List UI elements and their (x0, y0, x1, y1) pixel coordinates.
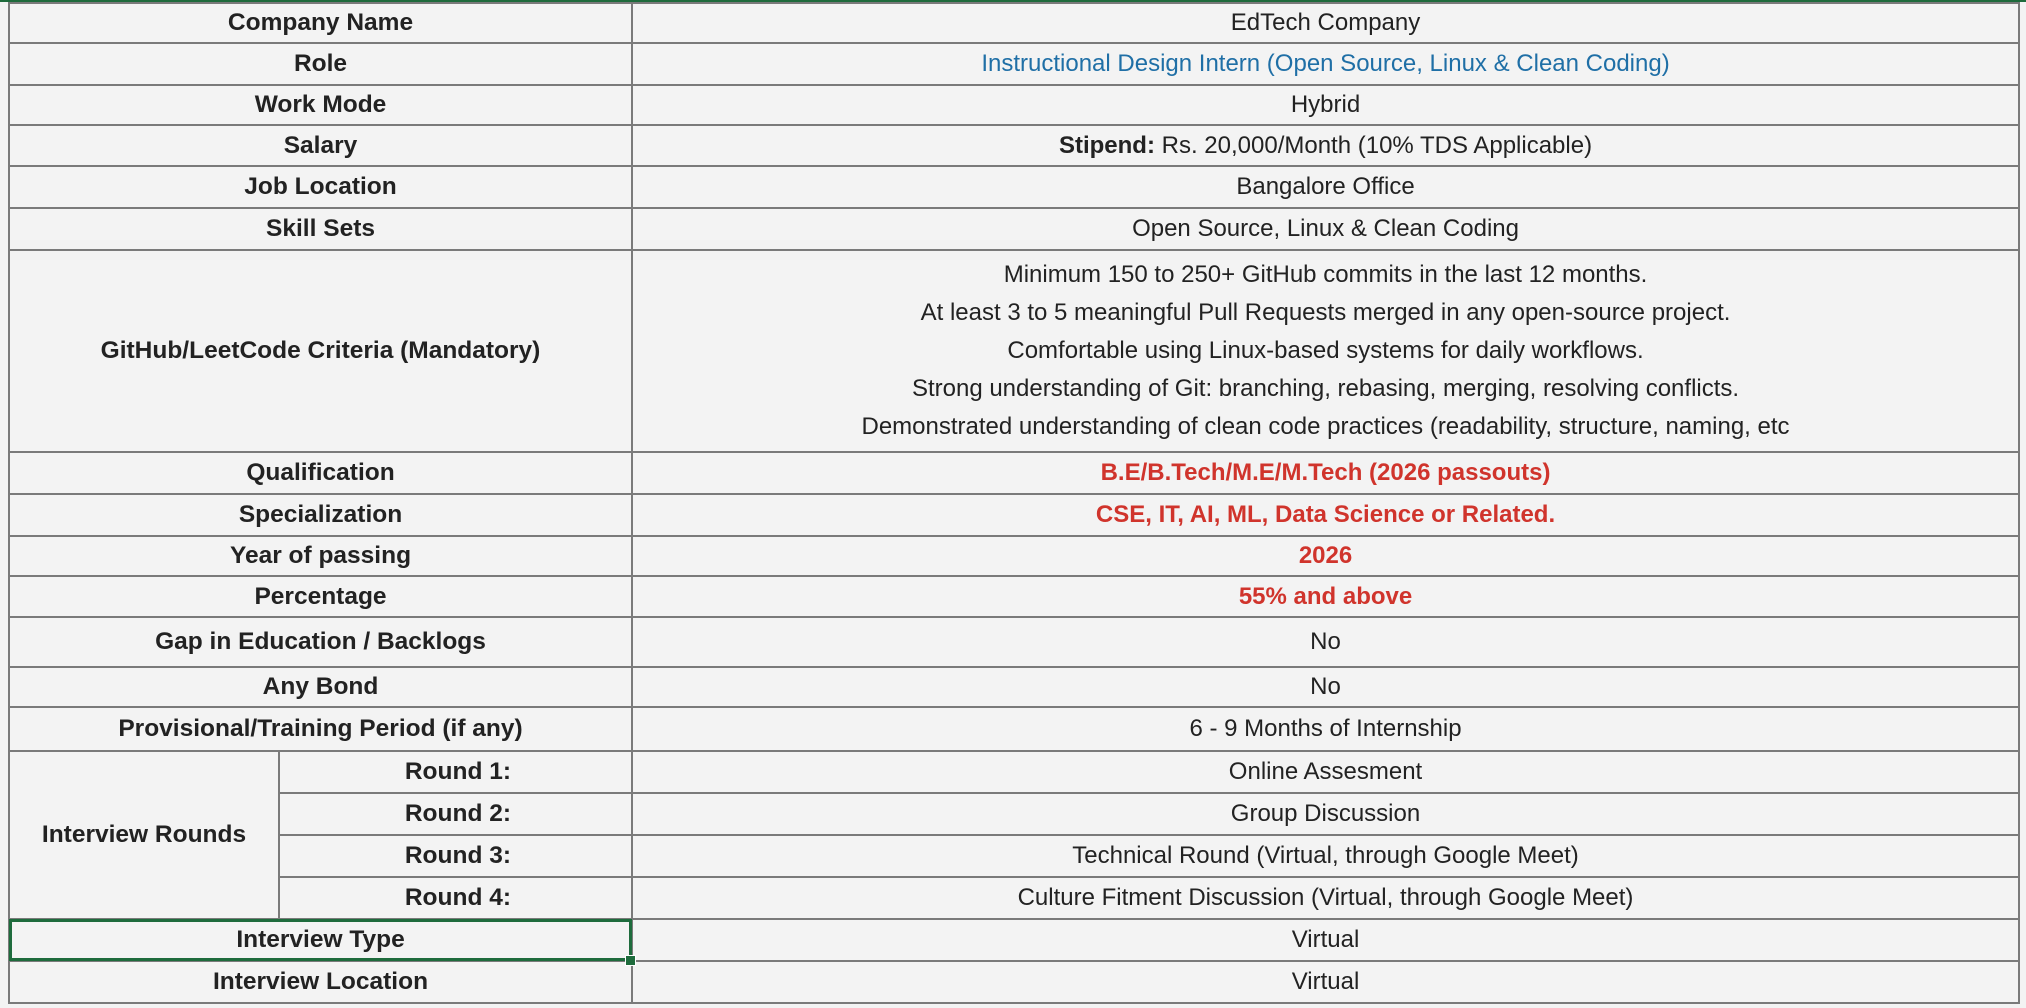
training-label[interactable]: Provisional/Training Period (if any) (9, 707, 632, 751)
criteria-line: Minimum 150 to 250+ GitHub commits in the last 12 months. (1003, 261, 1648, 288)
percentage-label[interactable]: Percentage (9, 576, 632, 617)
row-company (9, 3, 2019, 43)
round-2-value[interactable]: Group Discussion (632, 793, 2019, 835)
job-details-sheet (8, 2, 2020, 1004)
row-work-mode (9, 85, 2019, 125)
percentage-value[interactable]: 55% and above (632, 576, 2019, 617)
round-4-label[interactable]: Round 4: (279, 877, 632, 919)
row-role (9, 43, 2019, 85)
row-qualification (9, 452, 2019, 494)
criteria-line: Strong understanding of Git: branching, rebasing, merging, resolving conflicts. (911, 375, 1740, 402)
row-round-3 (9, 835, 2019, 877)
interview-rounds-label[interactable]: Interview Rounds (9, 751, 279, 919)
specialization-value[interactable]: CSE, IT, AI, ML, Data Science or Related. (632, 494, 2019, 536)
qualification-label[interactable]: Qualification (9, 452, 632, 494)
round-2-label[interactable]: Round 2: (279, 793, 632, 835)
salary-value[interactable] (632, 125, 2019, 166)
row-training (9, 707, 2019, 751)
round-1-value[interactable]: Online Assesment (632, 751, 2019, 793)
gap-label[interactable]: Gap in Education / Backlogs (9, 617, 632, 667)
skills-label[interactable]: Skill Sets (9, 208, 632, 250)
qualification-value[interactable]: B.E/B.Tech/M.E/M.Tech (2026 passouts) (632, 452, 2019, 494)
skills-value[interactable]: Open Source, Linux & Clean Coding (632, 208, 2019, 250)
role-label[interactable]: Role (9, 43, 632, 85)
row-round-2 (9, 793, 2019, 835)
bond-label[interactable]: Any Bond (9, 667, 632, 707)
company-label[interactable]: Company Name (9, 3, 632, 43)
row-specialization (9, 494, 2019, 536)
row-year (9, 536, 2019, 576)
criteria-line: At least 3 to 5 meaningful Pull Requests merged in any open-source project. (920, 299, 1731, 326)
interview-location-value[interactable]: Virtual (632, 961, 2019, 1003)
row-interview-type (9, 919, 2019, 961)
row-gap (9, 617, 2019, 667)
criteria-line: Demonstrated understanding of clean code practices (readability, structure, naming, etc (861, 413, 1790, 440)
round-1-label[interactable]: Round 1: (279, 751, 632, 793)
stipend-amount: Rs. 20,000/Month (10% TDS Applicable) (1154, 131, 1593, 159)
round-4-value[interactable]: Culture Fitment Discussion (Virtual, through Google Meet) (632, 877, 2019, 919)
criteria-value[interactable] (632, 250, 2019, 452)
criteria-line: Comfortable using Linux-based systems for daily workflows. (1007, 337, 1644, 364)
role-value[interactable]: Instructional Design Intern (Open Source, Linux & Clean Coding) (632, 43, 2019, 85)
round-3-value[interactable]: Technical Round (Virtual, through Google Meet) (632, 835, 2019, 877)
row-criteria (9, 250, 2019, 452)
row-round-4 (9, 877, 2019, 919)
work-mode-label[interactable]: Work Mode (9, 85, 632, 125)
row-interview-location (9, 961, 2019, 1003)
year-label[interactable]: Year of passing (9, 536, 632, 576)
row-salary (9, 125, 2019, 166)
bond-value[interactable]: No (632, 667, 2019, 707)
row-round-1 (9, 751, 2019, 793)
interview-type-value[interactable]: Virtual (632, 919, 2019, 961)
stipend-label: Stipend: (1058, 131, 1155, 159)
location-label[interactable]: Job Location (9, 166, 632, 208)
work-mode-value[interactable]: Hybrid (632, 85, 2019, 125)
row-skills (9, 208, 2019, 250)
criteria-label[interactable]: GitHub/LeetCode Criteria (Mandatory) (9, 250, 632, 452)
interview-type-label[interactable]: Interview Type (9, 919, 632, 961)
round-3-label[interactable]: Round 3: (279, 835, 632, 877)
training-value[interactable]: 6 - 9 Months of Internship (632, 707, 2019, 751)
specialization-label[interactable]: Specialization (9, 494, 632, 536)
row-bond (9, 667, 2019, 707)
year-value[interactable]: 2026 (632, 536, 2019, 576)
company-value[interactable]: EdTech Company (632, 3, 2019, 43)
row-percentage (9, 576, 2019, 617)
selection-fill-handle[interactable] (625, 955, 636, 966)
gap-value[interactable]: No (632, 617, 2019, 667)
row-location (9, 166, 2019, 208)
location-value[interactable]: Bangalore Office (632, 166, 2019, 208)
interview-location-label[interactable]: Interview Location (9, 961, 632, 1003)
salary-label[interactable]: Salary (9, 125, 632, 166)
